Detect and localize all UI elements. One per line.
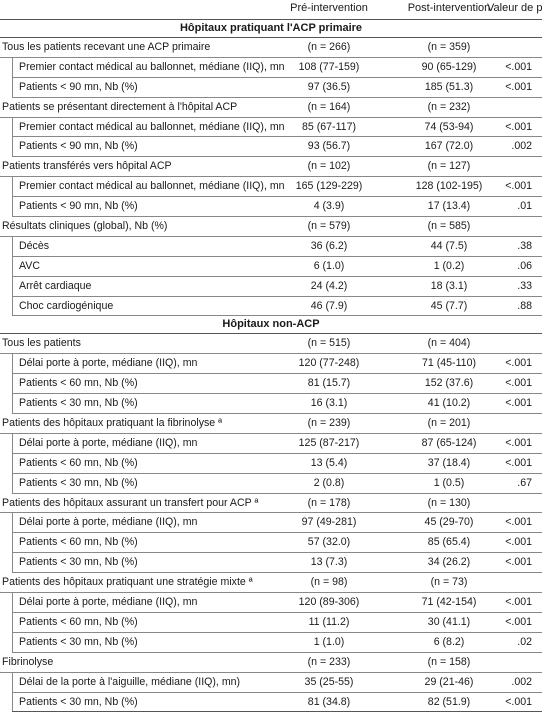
row-label: Délai porte à porte, médiane (IIQ), mn xyxy=(19,593,197,612)
pre-intervention-cell: 4 (3.9) xyxy=(289,197,369,216)
p-value-cell: <.001 xyxy=(490,613,540,632)
post-intervention-cell: 82 (51.9) xyxy=(402,693,496,712)
row-label: Patients < 60 mn, Nb (%) xyxy=(19,613,138,632)
pre-intervention-cell: 24 (4.2) xyxy=(289,277,369,296)
pre-intervention-cell: (n = 164) xyxy=(289,98,369,117)
row-label: Tous les patients xyxy=(2,334,81,353)
pre-intervention-cell: 11 (11.2) xyxy=(289,613,369,632)
section-heading: Hôpitaux pratiquant l'ACP primaire xyxy=(0,20,542,38)
post-intervention-cell: 29 (21-46) xyxy=(402,673,496,692)
p-value-cell: <.001 xyxy=(490,58,540,77)
row-label: Patients < 30 mn, Nb (%) xyxy=(19,474,138,493)
table-row xyxy=(0,533,542,553)
p-value-cell: <.001 xyxy=(490,394,540,413)
table-row xyxy=(0,593,542,613)
row-label: Tous les patients recevant une ACP primaire xyxy=(2,38,210,57)
table-row xyxy=(0,613,542,633)
pre-intervention-cell: (n = 579) xyxy=(289,217,369,236)
p-value-cell: <.001 xyxy=(490,533,540,552)
pre-intervention-cell: (n = 233) xyxy=(289,653,369,672)
table-row xyxy=(0,277,542,297)
pre-intervention-cell: 13 (5.4) xyxy=(289,454,369,473)
table-row xyxy=(0,197,542,217)
post-intervention-cell: 6 (8.2) xyxy=(402,633,496,652)
table-header xyxy=(0,0,542,20)
post-intervention-cell: 1 (0.2) xyxy=(402,257,496,276)
pre-intervention-cell: 97 (49-281) xyxy=(289,513,369,532)
pre-intervention-cell: 6 (1.0) xyxy=(289,257,369,276)
post-intervention-cell: (n = 130) xyxy=(402,494,496,513)
row-label: AVC xyxy=(19,257,40,276)
table-row xyxy=(0,394,542,414)
row-label: Patients < 30 mn, Nb (%) xyxy=(19,394,138,413)
p-value-cell: .33 xyxy=(490,277,540,296)
p-value-cell: <.001 xyxy=(490,454,540,473)
post-intervention-cell: 71 (45-110) xyxy=(402,354,496,373)
post-intervention-cell: 71 (42-154) xyxy=(402,593,496,612)
p-value-cell: <.001 xyxy=(490,513,540,532)
table-row xyxy=(0,78,542,98)
row-label: Patients < 90 mn, Nb (%) xyxy=(19,197,138,216)
pre-intervention-cell: 93 (56.7) xyxy=(289,137,369,156)
post-intervention-cell: 85 (65.4) xyxy=(402,533,496,552)
table-row xyxy=(0,434,542,454)
row-label: Patients transférés vers hôpital ACP xyxy=(2,157,172,176)
row-label: Délai porte à porte, médiane (IIQ), mn xyxy=(19,354,197,373)
p-value-cell: .67 xyxy=(490,474,540,493)
p-value-cell: <.001 xyxy=(490,693,540,712)
group-row xyxy=(0,38,542,58)
row-label: Délai de la porte à l'aiguille, médiane (IIQ), mn) xyxy=(19,673,240,692)
row-label: Résultats cliniques (global), Nb (%) xyxy=(2,217,167,236)
header-post-intervention: Post-intervention xyxy=(402,2,496,14)
table-row xyxy=(0,513,542,533)
post-intervention-cell: 18 (3.1) xyxy=(402,277,496,296)
post-intervention-cell: 45 (29-70) xyxy=(402,513,496,532)
p-value-cell: .002 xyxy=(490,673,540,692)
row-label: Patients < 30 mn, Nb (%) xyxy=(19,693,138,712)
table-row xyxy=(0,58,542,78)
table-body xyxy=(0,20,542,712)
pre-intervention-cell: (n = 239) xyxy=(289,414,369,433)
post-intervention-cell: 185 (51.3) xyxy=(402,78,496,97)
post-intervention-cell: 44 (7.5) xyxy=(402,237,496,256)
row-label: Choc cardiogénique xyxy=(19,297,113,316)
post-intervention-cell: (n = 232) xyxy=(402,98,496,117)
table-row xyxy=(0,474,542,494)
row-label: Fibrinolyse xyxy=(2,653,53,672)
pre-intervention-cell: (n = 102) xyxy=(289,157,369,176)
row-label: Patients < 60 mn, Nb (%) xyxy=(19,454,138,473)
post-intervention-cell: (n = 585) xyxy=(402,217,496,236)
group-row xyxy=(0,494,542,514)
group-row xyxy=(0,573,542,593)
group-row xyxy=(0,157,542,177)
p-value-cell: .02 xyxy=(490,633,540,652)
row-label: Premier contact médical au ballonnet, médiane (IIQ), mn xyxy=(19,118,285,137)
section-heading: Hôpitaux non-ACP xyxy=(0,316,542,334)
row-label: Patients < 30 mn, Nb (%) xyxy=(19,553,138,572)
row-label: Premier contact médical au ballonnet, médiane (IIQ), mn xyxy=(19,177,285,196)
post-intervention-cell: (n = 359) xyxy=(402,38,496,57)
p-value-cell: <.001 xyxy=(490,553,540,572)
table-row xyxy=(0,673,542,693)
row-label: Patients < 60 mn, Nb (%) xyxy=(19,374,138,393)
row-label: Premier contact médical au ballonnet, médiane (IIQ), mn xyxy=(19,58,285,77)
p-value-cell: <.001 xyxy=(490,434,540,453)
p-value-cell: <.001 xyxy=(490,354,540,373)
row-label: Patients se présentant directement à l'hôpital ACP xyxy=(2,98,237,117)
table-row xyxy=(0,118,542,138)
p-value-cell: <.001 xyxy=(490,78,540,97)
table-row xyxy=(0,633,542,653)
post-intervention-cell: 167 (72.0) xyxy=(402,137,496,156)
pre-intervention-cell: 97 (36.5) xyxy=(289,78,369,97)
p-value-cell: .002 xyxy=(490,137,540,156)
pre-intervention-cell: 81 (34.8) xyxy=(289,693,369,712)
table-row xyxy=(0,177,542,197)
row-label: Patients < 30 mn, Nb (%) xyxy=(19,633,138,652)
pre-intervention-cell: 108 (77-159) xyxy=(289,58,369,77)
pre-intervention-cell: 46 (7.9) xyxy=(289,297,369,316)
pre-intervention-cell: 165 (129-229) xyxy=(289,177,369,196)
pre-intervention-cell: 57 (32.0) xyxy=(289,533,369,552)
group-row xyxy=(0,414,542,434)
table-row xyxy=(0,237,542,257)
header-pre-intervention: Pré-intervention xyxy=(289,2,369,14)
pre-intervention-cell: 13 (7.3) xyxy=(289,553,369,572)
group-row xyxy=(0,98,542,118)
post-intervention-cell: 74 (53-94) xyxy=(402,118,496,137)
pre-intervention-cell: (n = 178) xyxy=(289,494,369,513)
table-row xyxy=(0,354,542,374)
row-label: Décès xyxy=(19,237,49,256)
row-label: Patients des hôpitaux pratiquant une stratégie mixte ª xyxy=(2,573,253,592)
p-value-cell: <.001 xyxy=(490,177,540,196)
post-intervention-cell: (n = 127) xyxy=(402,157,496,176)
table-row xyxy=(0,374,542,394)
pre-intervention-cell: (n = 266) xyxy=(289,38,369,57)
group-row xyxy=(0,217,542,237)
post-intervention-cell: (n = 73) xyxy=(402,573,496,592)
row-label: Patients < 90 mn, Nb (%) xyxy=(19,137,138,156)
row-label: Patients < 90 mn, Nb (%) xyxy=(19,78,138,97)
post-intervention-cell: 17 (13.4) xyxy=(402,197,496,216)
post-intervention-cell: 87 (65-124) xyxy=(402,434,496,453)
post-intervention-cell: 90 (65-129) xyxy=(402,58,496,77)
group-row xyxy=(0,334,542,354)
row-label: Patients des hôpitaux pratiquant la fibrinolyse ª xyxy=(2,414,222,433)
post-intervention-cell: 1 (0.5) xyxy=(402,474,496,493)
row-label: Patients des hôpitaux assurant un transfert pour ACP ª xyxy=(2,494,258,513)
row-label: Délai porte à porte, médiane (IIQ), mn xyxy=(19,513,197,532)
post-intervention-cell: (n = 201) xyxy=(402,414,496,433)
row-label: Patients < 60 mn, Nb (%) xyxy=(19,533,138,552)
pre-intervention-cell: 120 (89-306) xyxy=(289,593,369,612)
post-intervention-cell: 45 (7.7) xyxy=(402,297,496,316)
post-intervention-cell: 41 (10.2) xyxy=(402,394,496,413)
pre-intervention-cell: 2 (0.8) xyxy=(289,474,369,493)
pre-intervention-cell: 125 (87-217) xyxy=(289,434,369,453)
p-value-cell: <.001 xyxy=(490,593,540,612)
pre-intervention-cell: 16 (3.1) xyxy=(289,394,369,413)
row-label: Délai porte à porte, médiane (IIQ), mn xyxy=(19,434,197,453)
table-row xyxy=(0,257,542,277)
post-intervention-cell: 128 (102-195) xyxy=(402,177,496,196)
pre-intervention-cell: 36 (6.2) xyxy=(289,237,369,256)
pre-intervention-cell: 120 (77-248) xyxy=(289,354,369,373)
table-row xyxy=(0,553,542,573)
post-intervention-cell: (n = 158) xyxy=(402,653,496,672)
p-value-cell: .06 xyxy=(490,257,540,276)
pre-intervention-cell: 1 (1.0) xyxy=(289,633,369,652)
p-value-cell: <.001 xyxy=(490,374,540,393)
p-value-cell: .88 xyxy=(490,297,540,316)
post-intervention-cell: 30 (41.1) xyxy=(402,613,496,632)
table-row xyxy=(0,137,542,157)
pre-intervention-cell: 35 (25-55) xyxy=(289,673,369,692)
post-intervention-cell: 37 (18.4) xyxy=(402,454,496,473)
table-row xyxy=(0,693,542,712)
p-value-cell: .38 xyxy=(490,237,540,256)
row-label: Arrêt cardiaque xyxy=(19,277,91,296)
pre-intervention-cell: (n = 98) xyxy=(289,573,369,592)
pre-intervention-cell: 81 (15.7) xyxy=(289,374,369,393)
post-intervention-cell: (n = 404) xyxy=(402,334,496,353)
post-intervention-cell: 34 (26.2) xyxy=(402,553,496,572)
table-row xyxy=(0,454,542,474)
post-intervention-cell: 152 (37.6) xyxy=(402,374,496,393)
table-row xyxy=(0,297,542,317)
p-value-cell: <.001 xyxy=(490,118,540,137)
group-row xyxy=(0,653,542,673)
p-value-cell: .01 xyxy=(490,197,540,216)
header-p-value: Valeur de p xyxy=(487,2,542,14)
pre-intervention-cell: (n = 515) xyxy=(289,334,369,353)
pre-intervention-cell: 85 (67-117) xyxy=(289,118,369,137)
